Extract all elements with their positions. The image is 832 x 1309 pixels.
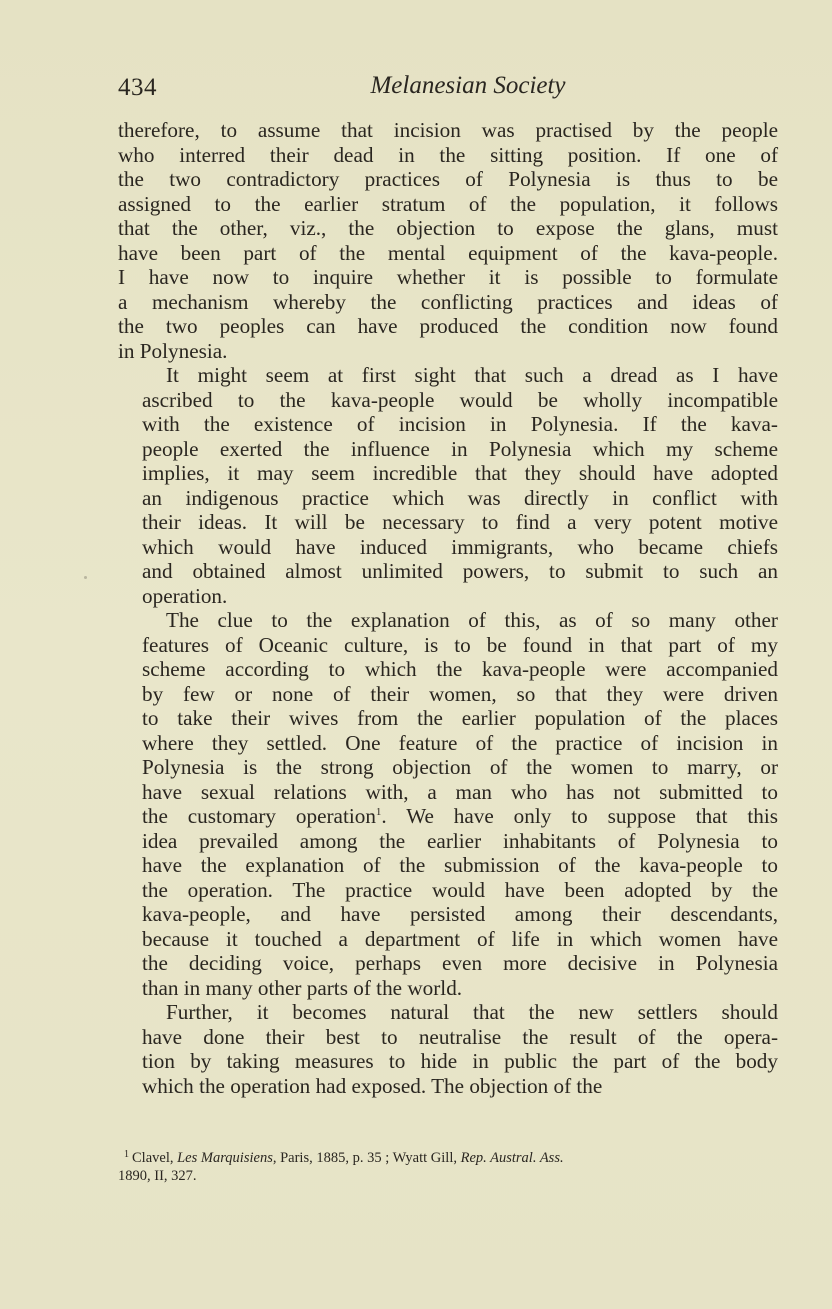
text-line: features of Oceanic culture, is to be found in that part of my — [142, 632, 778, 657]
text-line: by few or none of their women, so that they were driven — [142, 681, 778, 706]
text-line: It might seem at first sight that such a dread as I have — [166, 363, 778, 387]
text-line: Further, it becomes natural that the new settlers should — [166, 1000, 778, 1024]
text-line: ascribed to the kava-people would be wholly incompatible — [142, 387, 778, 412]
text-line: with the existence of incision in Polynesia. If the kava- — [142, 412, 778, 436]
text-line: the deciding voice, perhaps even more decisive in Polynesia — [142, 951, 778, 975]
text-line: have been part of the mental equipment of the kava-people. — [118, 240, 778, 265]
footnote-author: Clavel, — [132, 1150, 178, 1166]
text-line: tion by taking measures to hide in public the part of the body — [142, 1049, 778, 1073]
footnote-text: , Paris, 1885, p. 35 ; Wyatt Gill, — [272, 1150, 461, 1166]
text-line: and obtained almost unlimited powers, to submit to such an — [142, 559, 778, 583]
footnote-mark: 1 — [124, 1149, 129, 1160]
text-line: scheme according to which the kava-people were accompanied — [142, 657, 778, 681]
text-line: that the other, viz., the objection to expose the glans, must — [118, 216, 778, 240]
text-line: have the explanation of the submission of the kava-people to — [142, 853, 778, 877]
footnote-line-2: 1890, II, 327. — [118, 1168, 197, 1184]
text-line: an indigenous practice which was directly in conflict with — [142, 485, 778, 510]
text-line: Polynesia is the strong objection of the women to marry, or — [142, 755, 778, 779]
footnote-title: Rep. Austral. Ass. — [460, 1150, 564, 1166]
text-line: The clue to the explanation of this, as of so many other — [166, 608, 778, 632]
text-line: idea prevailed among the earlier inhabitants of Polynesia to — [142, 828, 778, 853]
text-line: the operation. The practice would have been adopted by the — [142, 877, 778, 902]
text-line: operation. — [142, 583, 228, 608]
footnote — [118, 1146, 778, 1185]
body-text — [118, 118, 778, 1098]
footnote-title: Les Marquisiens — [177, 1150, 273, 1166]
text-line: where they settled. One feature of the practice of incision in — [142, 730, 778, 755]
text-line: people exerted the influence in Polynesia which my scheme — [142, 436, 778, 461]
scan-speck — [84, 576, 87, 579]
text-line: their ideas. It will be necessary to find a very potent motive — [142, 510, 778, 534]
text-line: which the operation had exposed. The objection of the — [142, 1073, 603, 1098]
running-title: Melanesian Society — [370, 72, 566, 99]
text-line: assigned to the earlier stratum of the population, it follows — [118, 191, 778, 216]
text-line: in Polynesia. — [118, 338, 228, 363]
text-line: the two peoples can have produced the condition now found — [118, 314, 778, 338]
text-line: which would have induced immigrants, who became chiefs — [142, 534, 778, 559]
paragraph — [118, 118, 778, 363]
text-line: I have now to inquire whether it is possible to formulate — [118, 265, 778, 289]
text-line: the customary operation$^1$. We have only to suppose that this — [142, 804, 778, 828]
paragraph — [118, 363, 778, 608]
text-line: kava-people, and have persisted among their descendants, — [142, 902, 778, 926]
text-line: have done their best to neutralise the result of the opera- — [142, 1024, 778, 1049]
footnote-reference[interactable]: 1 — [375, 806, 382, 818]
text-line: the two contradictory practices of Polynesia is thus to be — [118, 167, 778, 191]
footnote-line-1 — [118, 1146, 778, 1167]
text-line: who interred their dead in the sitting position. If one of — [118, 142, 778, 167]
page-header — [118, 72, 778, 112]
text-line: implies, it may seem incredible that they should have adopted — [142, 461, 778, 485]
text-line: because it touched a department of life in which women have — [142, 926, 778, 951]
text-line: a mechanism whereby the conflicting practices and ideas of — [118, 289, 778, 314]
text-line: therefore, to assume that incision was practised by the people — [118, 118, 778, 142]
paragraph — [118, 608, 778, 1000]
text-line: than in many other parts of the world. — [142, 975, 463, 1000]
text-line: have sexual relations with, a man who has not submitted to — [142, 779, 778, 804]
text-line: to take their wives from the earlier population of the places — [142, 706, 778, 730]
page-number: 434 — [118, 74, 157, 101]
paragraph — [118, 1000, 778, 1098]
